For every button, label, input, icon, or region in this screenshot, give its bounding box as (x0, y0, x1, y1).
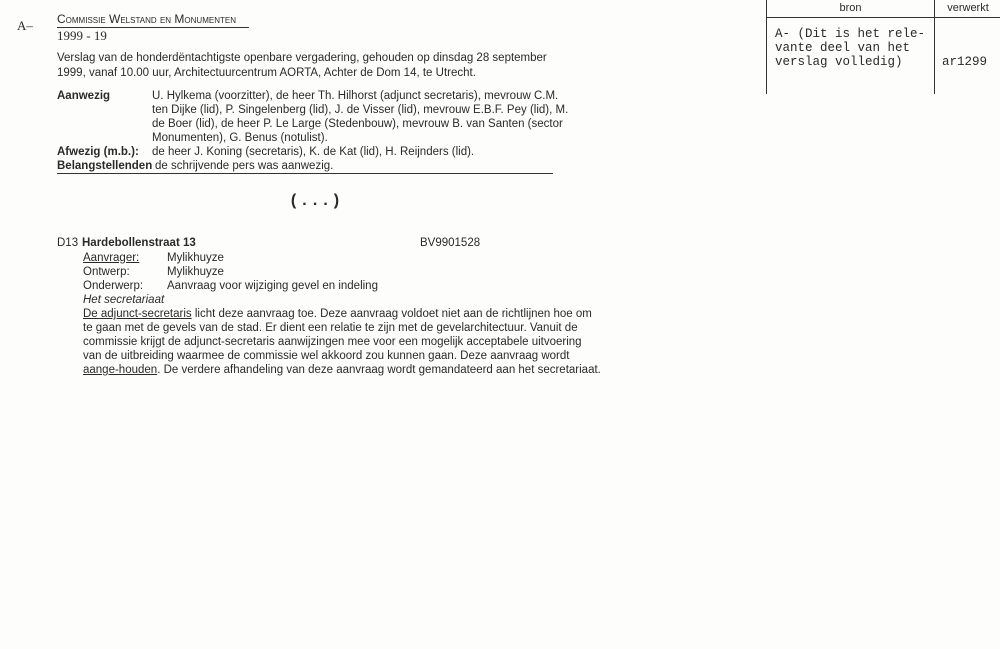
column-divider (934, 0, 935, 94)
meeting-number: 1999 - 19 (57, 28, 107, 43)
committee-name: Commissie Welstand en Monumenten (57, 12, 236, 26)
para-held: aange-houden (83, 364, 158, 376)
applicant-value: Mylikhuyze (167, 252, 224, 264)
section-heading: Het secretariaat (83, 294, 165, 306)
paragraph-line-1 (83, 307, 592, 322)
report-line-2: 1999, vanaf 10.00 uur, Architectuurcentrum AORTA, Achter de Dom 14, te Utrecht. (57, 67, 476, 79)
attendance-rule (57, 173, 553, 174)
present-label: Aanwezig (57, 90, 111, 102)
header-divider (767, 17, 1000, 18)
para-subject: De adjunct-secretaris (83, 308, 192, 320)
margin-mark: A– (17, 18, 33, 33)
bron-line: A- (Dit is het rele- (775, 27, 926, 41)
present-line: U. Hylkema (voorzitter), de heer Th. Hilhorst (adjunct secretaris), mevrouw C.M. (152, 90, 559, 102)
bron-line: verslag volledig) (775, 55, 903, 69)
subject-value: Aanvraag voor wijziging gevel en indeling (167, 280, 378, 292)
subject-label: Onderwerp: (83, 280, 144, 292)
present-line: ten Dijke (lid), P. Singelenberg (lid), J. de Visser (lid), mevrouw E.B.F. Pey (lid), M. (152, 104, 569, 116)
item-reference: BV9901528 (420, 237, 481, 249)
paragraph-line-2: te gaan met de gevels van de stad. Er dient een relatie te zijn met de gevelarchitectuur. Vanuit de (83, 322, 578, 334)
verwerkt-header: verwerkt (947, 2, 989, 14)
report-line-1: Verslag van de honderdëntachtigste openbare vergadering, gehouden op dinsdag 28 september (57, 52, 547, 64)
bron-line: vante deel van het (775, 41, 911, 55)
interested-text: de schrijvende pers was aanwezig. (155, 160, 334, 172)
design-value: Mylikhuyze (167, 266, 224, 278)
design-label: Ontwerp: (83, 266, 130, 278)
verwerkt-value: ar1299 (942, 55, 988, 69)
absent-label: Afwezig (m.b.): (57, 146, 139, 158)
absent-text: de heer J. Koning (secretaris), K. de Kat (lid), H. Reijnders (lid). (152, 146, 475, 158)
present-line: de Boer (lid), de heer P. Le Large (Stedenbouw), mevrouw B. van Santen (sector (152, 118, 563, 130)
applicant-label: Aanvrager: (83, 252, 140, 264)
para-line-1-rest: licht deze aanvraag toe. Deze aanvraag voldoet niet aan de richtlijnen hoe om (191, 308, 592, 320)
paragraph-line-4: van de uitbreiding waarmee de commissie wel akkoord zou kunnen gaan. Deze aanvraag wordt (83, 350, 570, 362)
item-code: D13 (57, 237, 79, 249)
item-street: Hardebollenstraat 13 (82, 237, 196, 249)
bron-header: bron (839, 2, 862, 14)
present-line: Monumenten), G. Benus (notulist). (152, 132, 328, 144)
metadata-box (766, 0, 1000, 94)
paragraph-line-5 (83, 363, 601, 378)
para-line-5-rest: . De verdere afhandeling van deze aanvraag wordt gemandateerd aan het secretariaat. (157, 364, 601, 376)
interested-label: Belangstellenden (57, 160, 153, 172)
omission-marker: (...) (289, 192, 343, 210)
paragraph-line-3: commissie krijgt de adjunct-secretaris aanwijzingen mee voor een mogelijk acceptabele uitvoering (83, 336, 582, 348)
